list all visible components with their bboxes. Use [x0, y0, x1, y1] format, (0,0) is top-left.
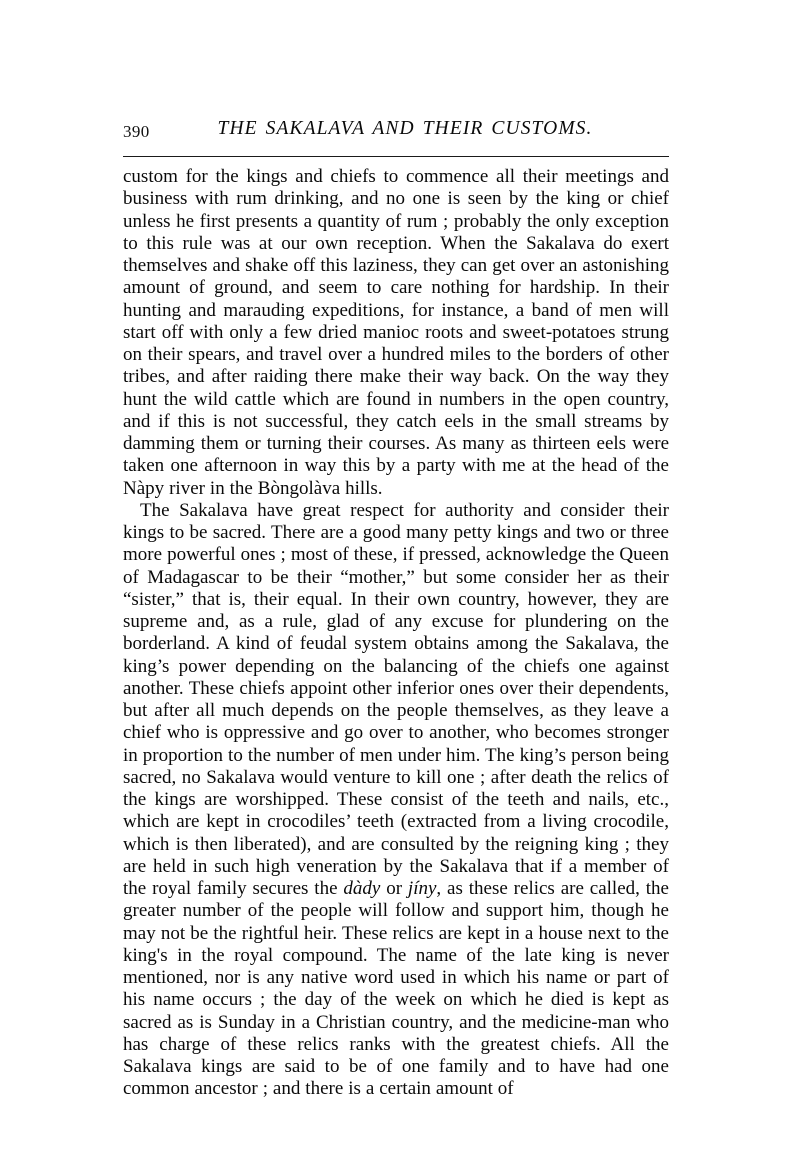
paragraph-sakalava-authority [123, 500, 669, 1101]
paragraph-2-text-after-terms: , as these relics are called, the greater number of the people will follow and support him, though he may not be the rightful heir. These relics are kept in a house next to the king's in the royal compound. The name of the late king is never mentioned, nor is any native word used in which his name or part of his name occurs ; the day of the week on which he died is kept as sacred as is Sunday in a Christian country, and the medicine-man who has charge of these relics ranks with the greatest chiefs. All the Sakalava kings are said to be of one family and to have had one common ancestor ; and there is a certain amount of [123, 878, 669, 1100]
page-folio-number: 390 [123, 122, 150, 141]
paragraph-1-text: custom for the kings and chiefs to commence all their meetings and business with rum drinking, and no one is seen by the king or chief unless he first presents a quantity of rum ; probably the only exception to this rule was at our own reception. When the Sakalava do exert themselves and shake off this laziness, they can get over an astonishing amount of ground, and seem to care nothing for hardship. In their hunting and marauding expeditions, for instance, a band of men will start off with only a few dried manioc roots and sweet-potatoes strung on their spears, and travel over a hundred miles to the borders of other tribes, and after raiding there make their way back. On the way they hunt the wild cattle which are found in numbers in the open country, and if this is not successful, they catch eels in the small streams by damming them or turning their courses. As many as thirteen eels were taken one afternoon in way this by a party with me at the head of the Nàpy river in the Bòngolàva hills. [123, 166, 669, 499]
paragraph-2-joiner: or [380, 878, 408, 899]
paragraph-continued [123, 166, 669, 500]
header-rule-divider [123, 156, 669, 157]
running-head-title: THE SAKALAVA AND THEIR CUSTOMS. [217, 118, 593, 139]
foreign-term-dady: dàdy [343, 878, 381, 899]
foreign-term-jiny: jíny [407, 878, 437, 899]
body-text-block [123, 166, 669, 1101]
running-head [123, 118, 669, 146]
paragraph-2-text-before-terms: The Sakalava have great respect for authority and consider their kings to be sacred. There are a good many petty kings and two or three more powerful ones ; most of these, if pressed, acknowledge the Queen of Madagascar to be their “mother,” but some consider her as their “sister,” that is, their equal. In their own country, however, they are supreme and, as a rule, glad of any excuse for plundering on the borderland. A kind of feudal system obtains among the Sakalava, the king’s power depending on the balancing of the chiefs one against another. These chiefs appoint other inferior ones over their dependents, but after all much depends on the people themselves, as they leave a chief who is oppressive and go over to another, who becomes stronger in proportion to the number of men under him. The king’s person being sacred, no Sakalava would venture to kill one ; after death the relics of the kings are worshipped. These consist of the teeth and nails, etc., which are kept in crocodiles’ teeth (extracted from a living crocodile, which is then liberated), and are consulted by the reigning king ; they are held in such high veneration by the Sakalava that if a member of the royal family secures the [123, 499, 669, 899]
